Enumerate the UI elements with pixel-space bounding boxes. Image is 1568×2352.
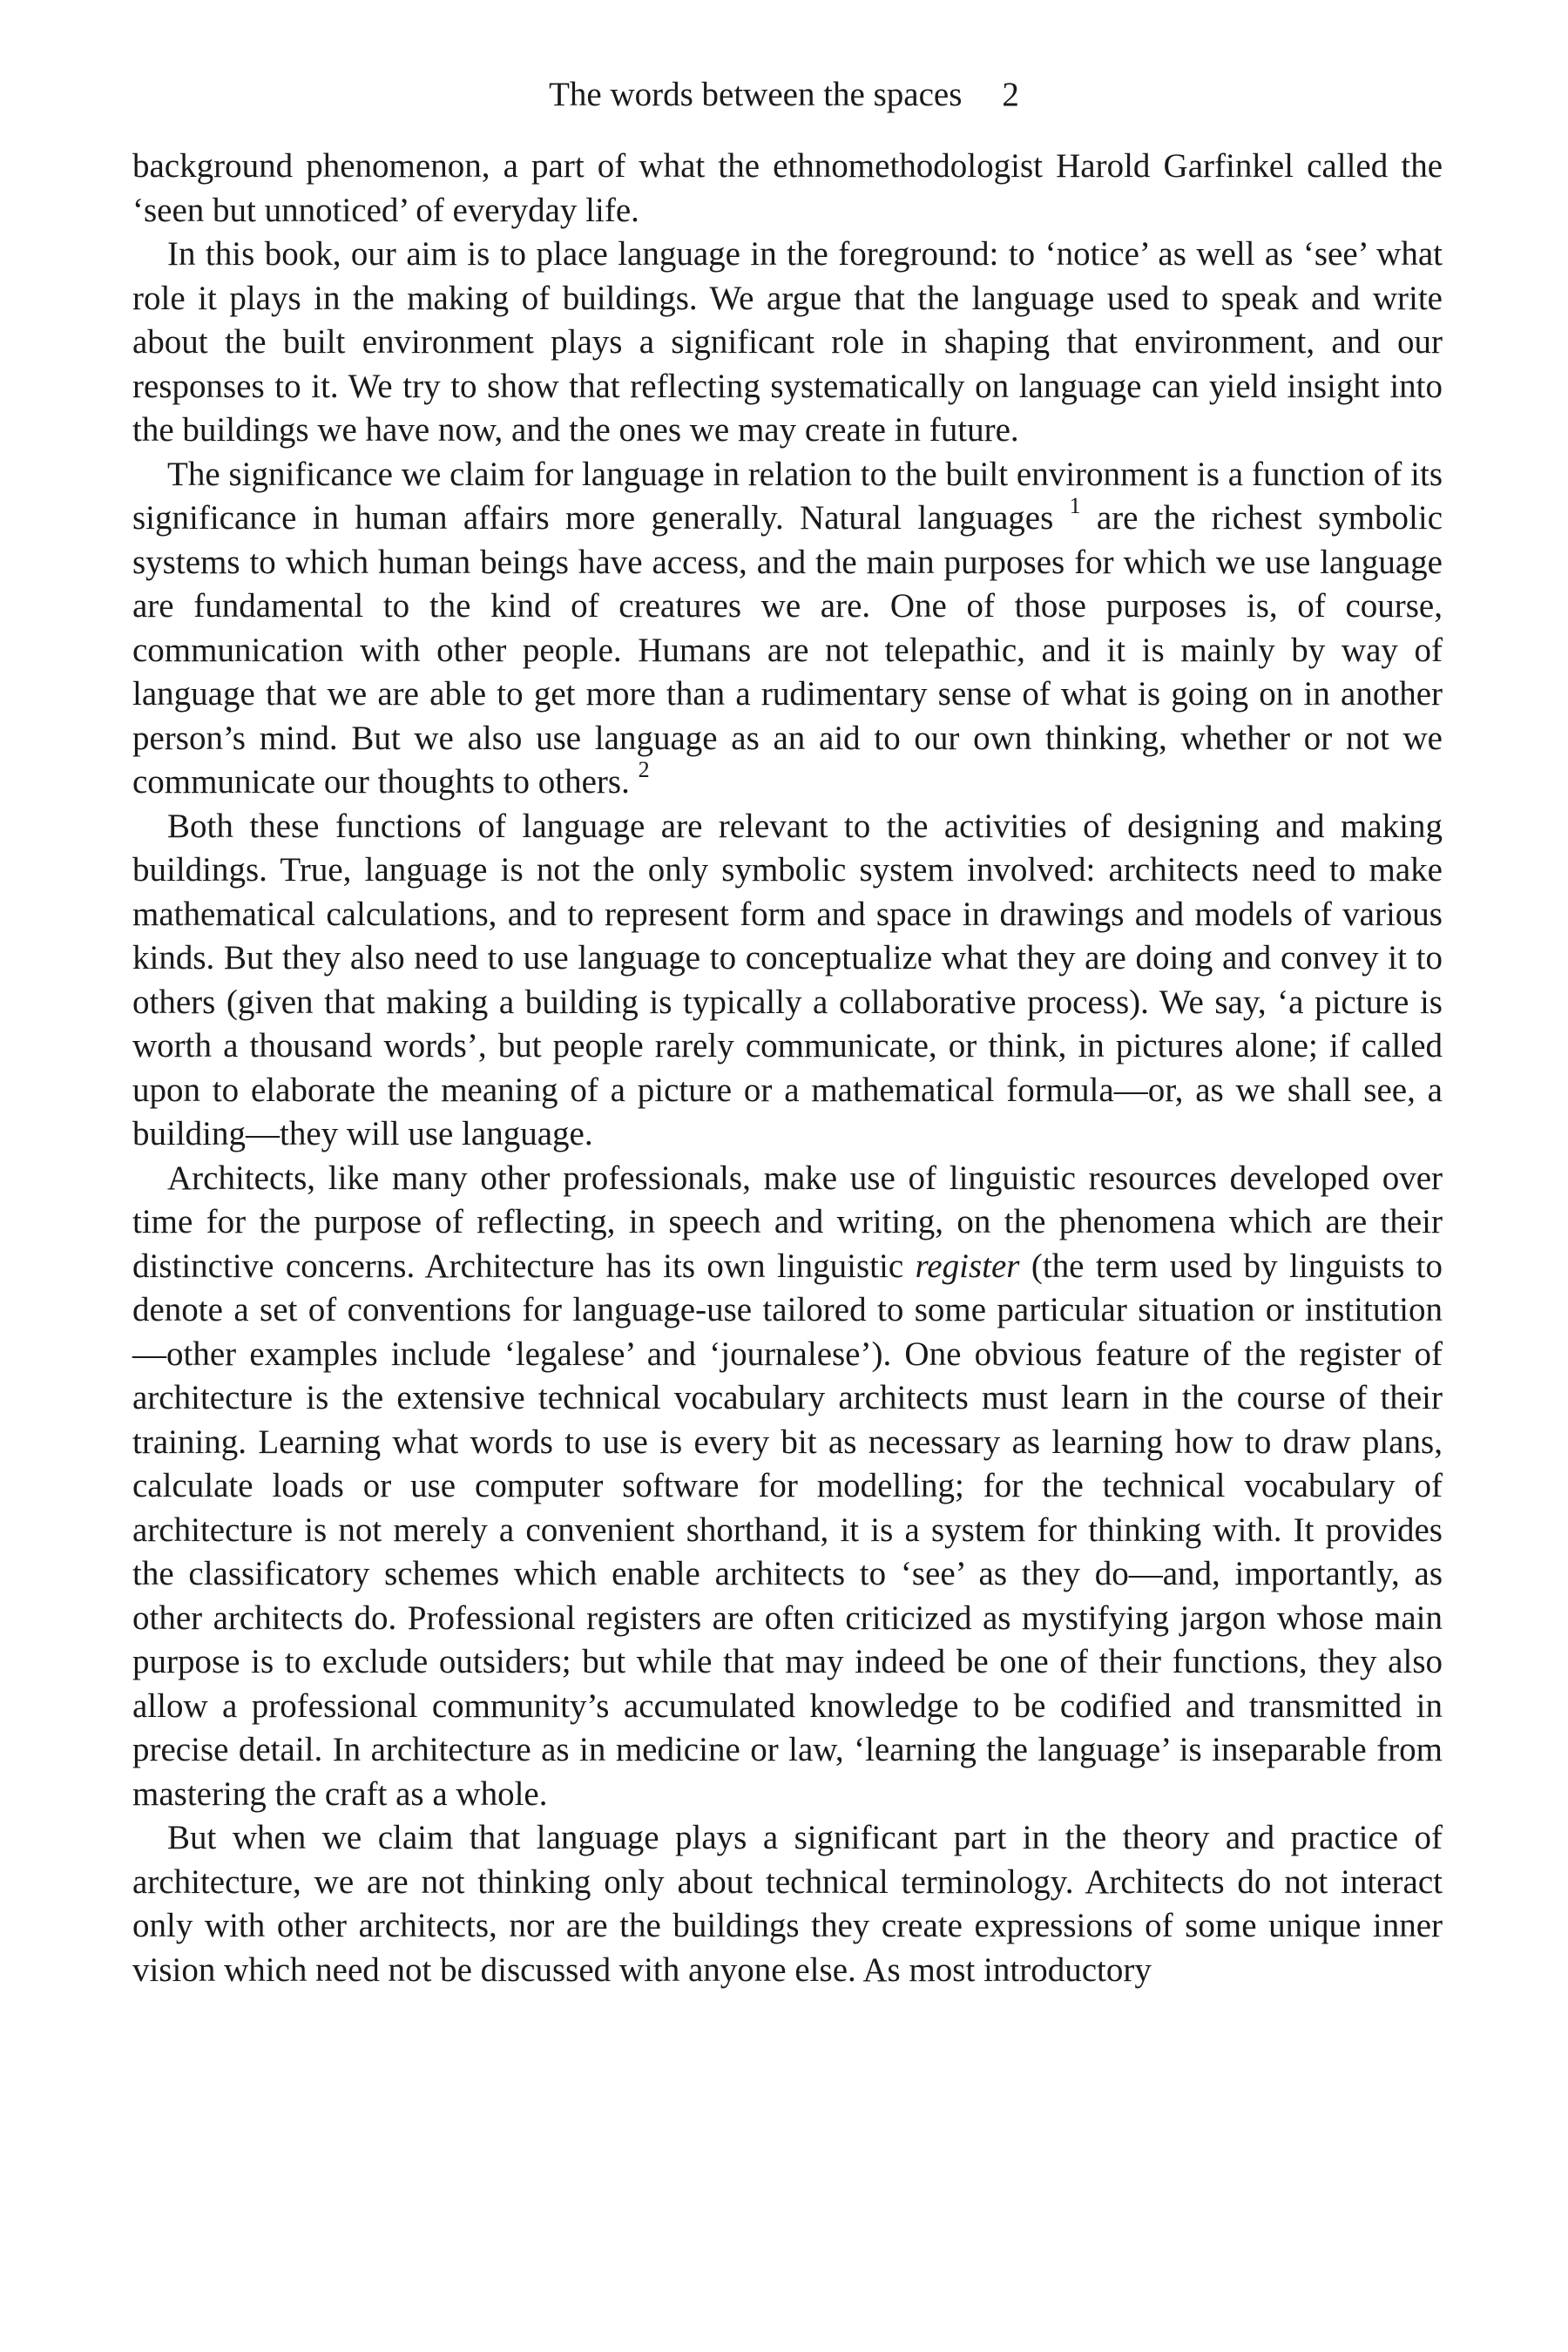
paragraph-text: The significance we claim for language in relation to the built environment is a function of its significance in human affairs more generally. Natural languages [132,455,1443,537]
running-head [0,73,1568,117]
footnote-marker[interactable]: 1 [1069,493,1081,518]
page-number: 2 [1002,76,1019,113]
footnote-marker[interactable]: 2 [638,757,650,782]
body-text [132,145,1443,1992]
italic-term: register [915,1247,1020,1285]
paragraph-text: Both these functions of language are relevant to the activities of designing and making buildings. True, language is not the only symbolic system involved: architects need to make mathematical calculations, and to represent form and space in drawings and models of various kinds. But they also need to use language to conceptualize what they are doing and convey it to others (given that making a building is typically a collaborative process). We say, ‘a picture is worth a thousand words’, but people rarely communicate, or think, in pictures alone; if called upon to elaborate the meaning of a picture or a mathematical formula—or, as we shall see, a building—they will use language. [132,807,1443,1152]
running-title: The words between the spaces [549,76,963,113]
paragraph-text: Architects, like many other professionals, make use of linguistic resources developed over time for the purpose of reflecting, in speech and writing, on the phenomena which are their distinctive concerns. Architecture has its own linguistic [132,1159,1443,1285]
paragraph-text: are the richest symbolic systems to which human beings have access, and the main purposes for which we use language are fundamental to the kind of creatures we are. One of those purposes is, of course, communication with other people. Humans are not telepathic, and it is mainly by way of language that we are able to get more than a rudimentary sense of what is going on in another person’s mind. But we also use language as an aid to our own thinking, whether or not we communicate our thoughts to others. [132,499,1443,801]
paragraph [132,805,1443,1157]
paragraph-text: background phenomenon, a part of what the ethnomethodologist Harold Garfinkel called the ‘seen but unnoticed’ of everyday life. [132,147,1443,229]
paragraph-text: (the term used by linguists to denote a set of conventions for language-use tailored to some particular situation or institution—other examples include ‘legalese’ and ‘journalese’). One obvious feature of the register of architecture is the extensive technical vocabulary architects must learn in the course of their training. Learning what words to use is every bit as necessary as learning how to draw plans, calculate loads or use computer software for modelling; for the technical vocabulary of architecture is not merely a convenient shorthand, it is a system for thinking with. It provides the classificatory schemes which enable architects to ‘see’ as they do—and, importantly, as other architects do. Professional registers are often criticized as mystifying jargon whose main purpose is to exclude outsiders; but while that may indeed be one of their functions, they also allow a professional community’s accumulated knowledge to be codified and transmitted in precise detail. In architecture as in medicine or law, ‘learning the language’ is inseparable from mastering the craft as a whole. [132,1247,1443,1813]
paragraph-text: In this book, our aim is to place language in the foreground: to ‘notice’ as well as ‘see’ what role it plays in the making of buildings. We argue that the language used to speak and write about the built environment plays a significant role in shaping that environment, and our responses to it. We try to show that reflecting systematically on language can yield insight into the buildings we have now, and the ones we may create in future. [132,235,1443,449]
paragraph [132,1816,1443,1992]
paragraph [132,233,1443,453]
paragraph [132,453,1443,805]
paragraph-continued [132,145,1443,233]
paragraph [132,1157,1443,1817]
paragraph-text: But when we claim that language plays a significant part in the theory and practice of architecture, we are not thinking only about technical terminology. Architects do not interact only with other architects, nor are the buildings they create expressions of some unique inner vision which need not be discussed with anyone else. As most introductory [132,1819,1443,1989]
